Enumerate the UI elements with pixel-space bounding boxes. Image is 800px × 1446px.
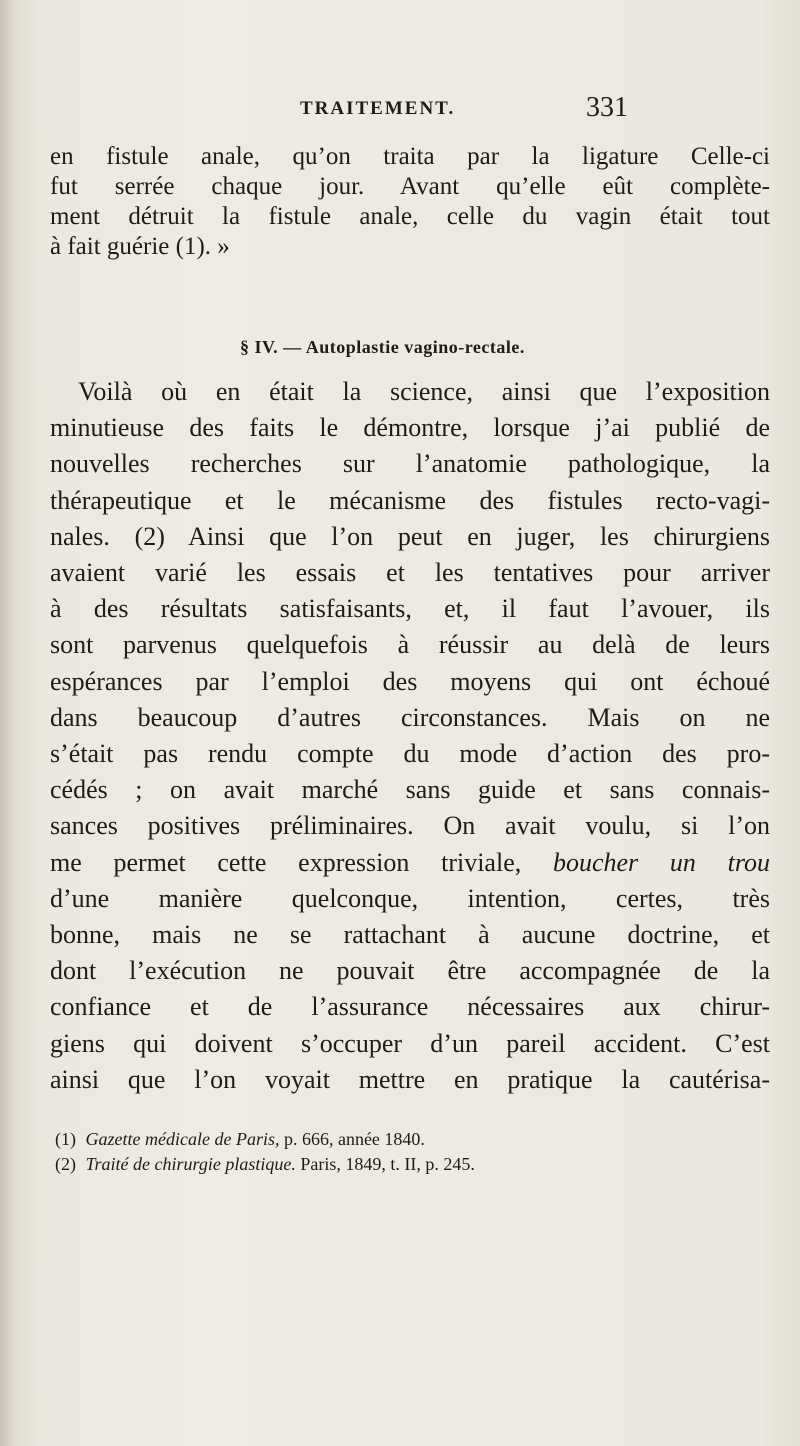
paragraph-main bbox=[50, 374, 770, 1098]
page-header bbox=[0, 92, 800, 132]
footnote-number: (1) bbox=[55, 1129, 76, 1149]
text-line: espérances par l’emploi des moyens qui ont échoué bbox=[50, 666, 770, 696]
footnote-reference: p. 666, année 1840. bbox=[279, 1129, 425, 1149]
running-title: TRAITEMENT. bbox=[300, 98, 456, 119]
text-line: sont parvenus quelquefois à réussir au delà de leurs bbox=[50, 630, 770, 660]
text-line bbox=[50, 845, 770, 881]
text-line: minutieuse des faits le démontre, lorsque j’ai publié de bbox=[50, 413, 770, 443]
text-line: dont l’exécution ne pouvait être accompagnée de la bbox=[50, 956, 770, 986]
footnote-number: (2) bbox=[55, 1154, 76, 1174]
text-line: fut serrée chaque jour. Avant qu’elle eût complète- bbox=[50, 173, 770, 200]
text-line: confiance et de l’assurance nécessaires aux chirur- bbox=[50, 992, 770, 1022]
text-line: nales. (2) Ainsi que l’on peut en juger, les chirurgiens bbox=[50, 521, 770, 551]
paragraph-continuation bbox=[50, 142, 770, 262]
text-line: ainsi que l’on voyait mettre en pratique la cautérisa- bbox=[50, 1064, 770, 1094]
footnote-source-title: Gazette médicale de Paris, bbox=[85, 1129, 280, 1149]
footnote-2 bbox=[55, 1152, 775, 1177]
page-number: 331 bbox=[586, 92, 628, 123]
text-line: thérapeutique et le mécanisme des fistules recto-vagi- bbox=[50, 485, 770, 515]
text-line: d’une manière quelconque, intention, certes, très bbox=[50, 883, 770, 913]
footnote-reference: Paris, 1849, t. II, p. 245. bbox=[295, 1154, 475, 1174]
text-line: bonne, mais ne se rattachant à aucune doctrine, et bbox=[50, 920, 770, 950]
footnotes bbox=[55, 1127, 775, 1177]
text-line: à fait guérie (1). » bbox=[50, 233, 230, 260]
section-heading: § IV. — Autoplastie vagino-rectale. bbox=[240, 337, 525, 357]
gutter-shadow bbox=[0, 0, 14, 1446]
footnote-source-title: Traité de chirurgie plastique. bbox=[85, 1154, 296, 1174]
text-line: cédés ; on avait marché sans guide et sans connais- bbox=[50, 775, 770, 805]
text-line: s’était pas rendu compte du mode d’action des pro- bbox=[50, 739, 770, 769]
text-line: Voilà où en était la science, ainsi que l’exposition bbox=[78, 377, 770, 406]
text-segment: me permet cette expression triviale, bbox=[50, 847, 553, 877]
text-line: en fistule anale, qu’on traita par la ligature Celle-ci bbox=[50, 143, 770, 170]
text-line: à des résultats satisfaisants, et, il faut l’avouer, ils bbox=[50, 594, 770, 624]
text-line: nouvelles recherches sur l’anatomie pathologique, la bbox=[50, 449, 770, 479]
text-line: avaient varié les essais et les tentatives pour arriver bbox=[50, 558, 770, 588]
text-line: giens qui doivent s’occuper d’un pareil accident. C’est bbox=[50, 1028, 770, 1058]
italic-phrase: boucher un trou bbox=[552, 847, 770, 877]
text-line: dans beaucoup d’autres circonstances. Mais on ne bbox=[50, 702, 770, 732]
footnote-1 bbox=[55, 1127, 775, 1152]
text-line: sances positives préliminaires. On avait voulu, si l’on bbox=[50, 811, 770, 841]
text-line: ment détruit la fistule anale, celle du vagin était tout bbox=[50, 203, 770, 230]
